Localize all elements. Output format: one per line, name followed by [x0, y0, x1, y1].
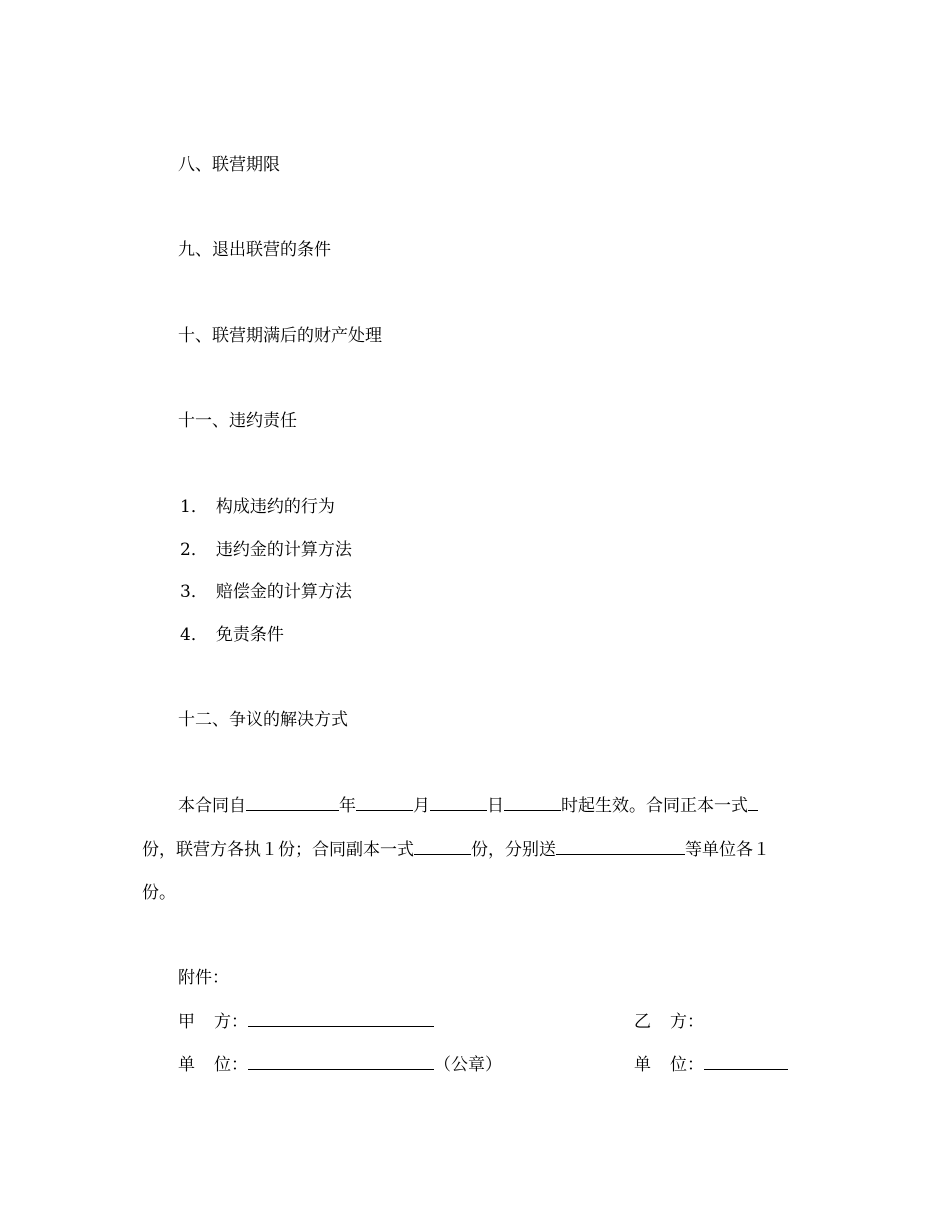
blank-month[interactable]: [356, 794, 413, 811]
list-item: [180, 580, 352, 604]
blank-hour[interactable]: [504, 794, 561, 811]
attachment-label: 附件：: [178, 968, 229, 988]
party-b-row: 乙 方：: [634, 1012, 704, 1032]
item-text: 赔偿金的计算方法: [215, 582, 352, 602]
party-b-unit-row: 单 位：: [634, 1053, 788, 1077]
blank-duplicate-copies[interactable]: [414, 838, 471, 855]
section-heading-11: 十一、违约责任: [178, 411, 297, 431]
list-item: [180, 623, 284, 647]
party-a-unit-blank[interactable]: [248, 1053, 434, 1070]
item-text: 违约金的计算方法: [215, 540, 352, 560]
item-text: 构成违约的行为: [215, 497, 335, 517]
effective-clause-line-3: 份。: [142, 883, 176, 903]
blank-original-copies[interactable]: [748, 794, 758, 811]
item-text: 免责条件: [215, 625, 284, 645]
party-a-name-blank[interactable]: [248, 1010, 434, 1027]
item-number: 2．: [180, 540, 208, 560]
section-heading-9: 九、退出联营的条件: [178, 240, 331, 260]
party-b-unit-blank[interactable]: [704, 1053, 788, 1070]
item-number: 3．: [180, 582, 208, 602]
list-item: [180, 538, 352, 562]
effective-clause-line-2: 份，联营方各执１份；合同副本一式 份，分别送 等单位各１: [142, 840, 770, 860]
blank-recipients[interactable]: [556, 838, 685, 855]
seal-label: （公章）: [434, 1055, 502, 1075]
item-number: 1．: [180, 497, 208, 517]
party-a-unit-row: 单 位： （公章）: [178, 1055, 502, 1075]
party-a-row: 甲 方：: [178, 1010, 434, 1034]
section-heading-8: 八、联营期限: [178, 155, 280, 175]
list-item: [180, 495, 335, 519]
section-heading-12: 十二、争议的解决方式: [178, 710, 348, 730]
blank-day[interactable]: [430, 794, 487, 811]
effective-clause-line-1: 本合同自 年 月 日 时起生效。合同正本一式: [178, 794, 758, 818]
blank-year[interactable]: [246, 794, 339, 811]
section-heading-10: 十、联营期满后的财产处理: [178, 326, 382, 346]
item-number: 4．: [180, 625, 208, 645]
